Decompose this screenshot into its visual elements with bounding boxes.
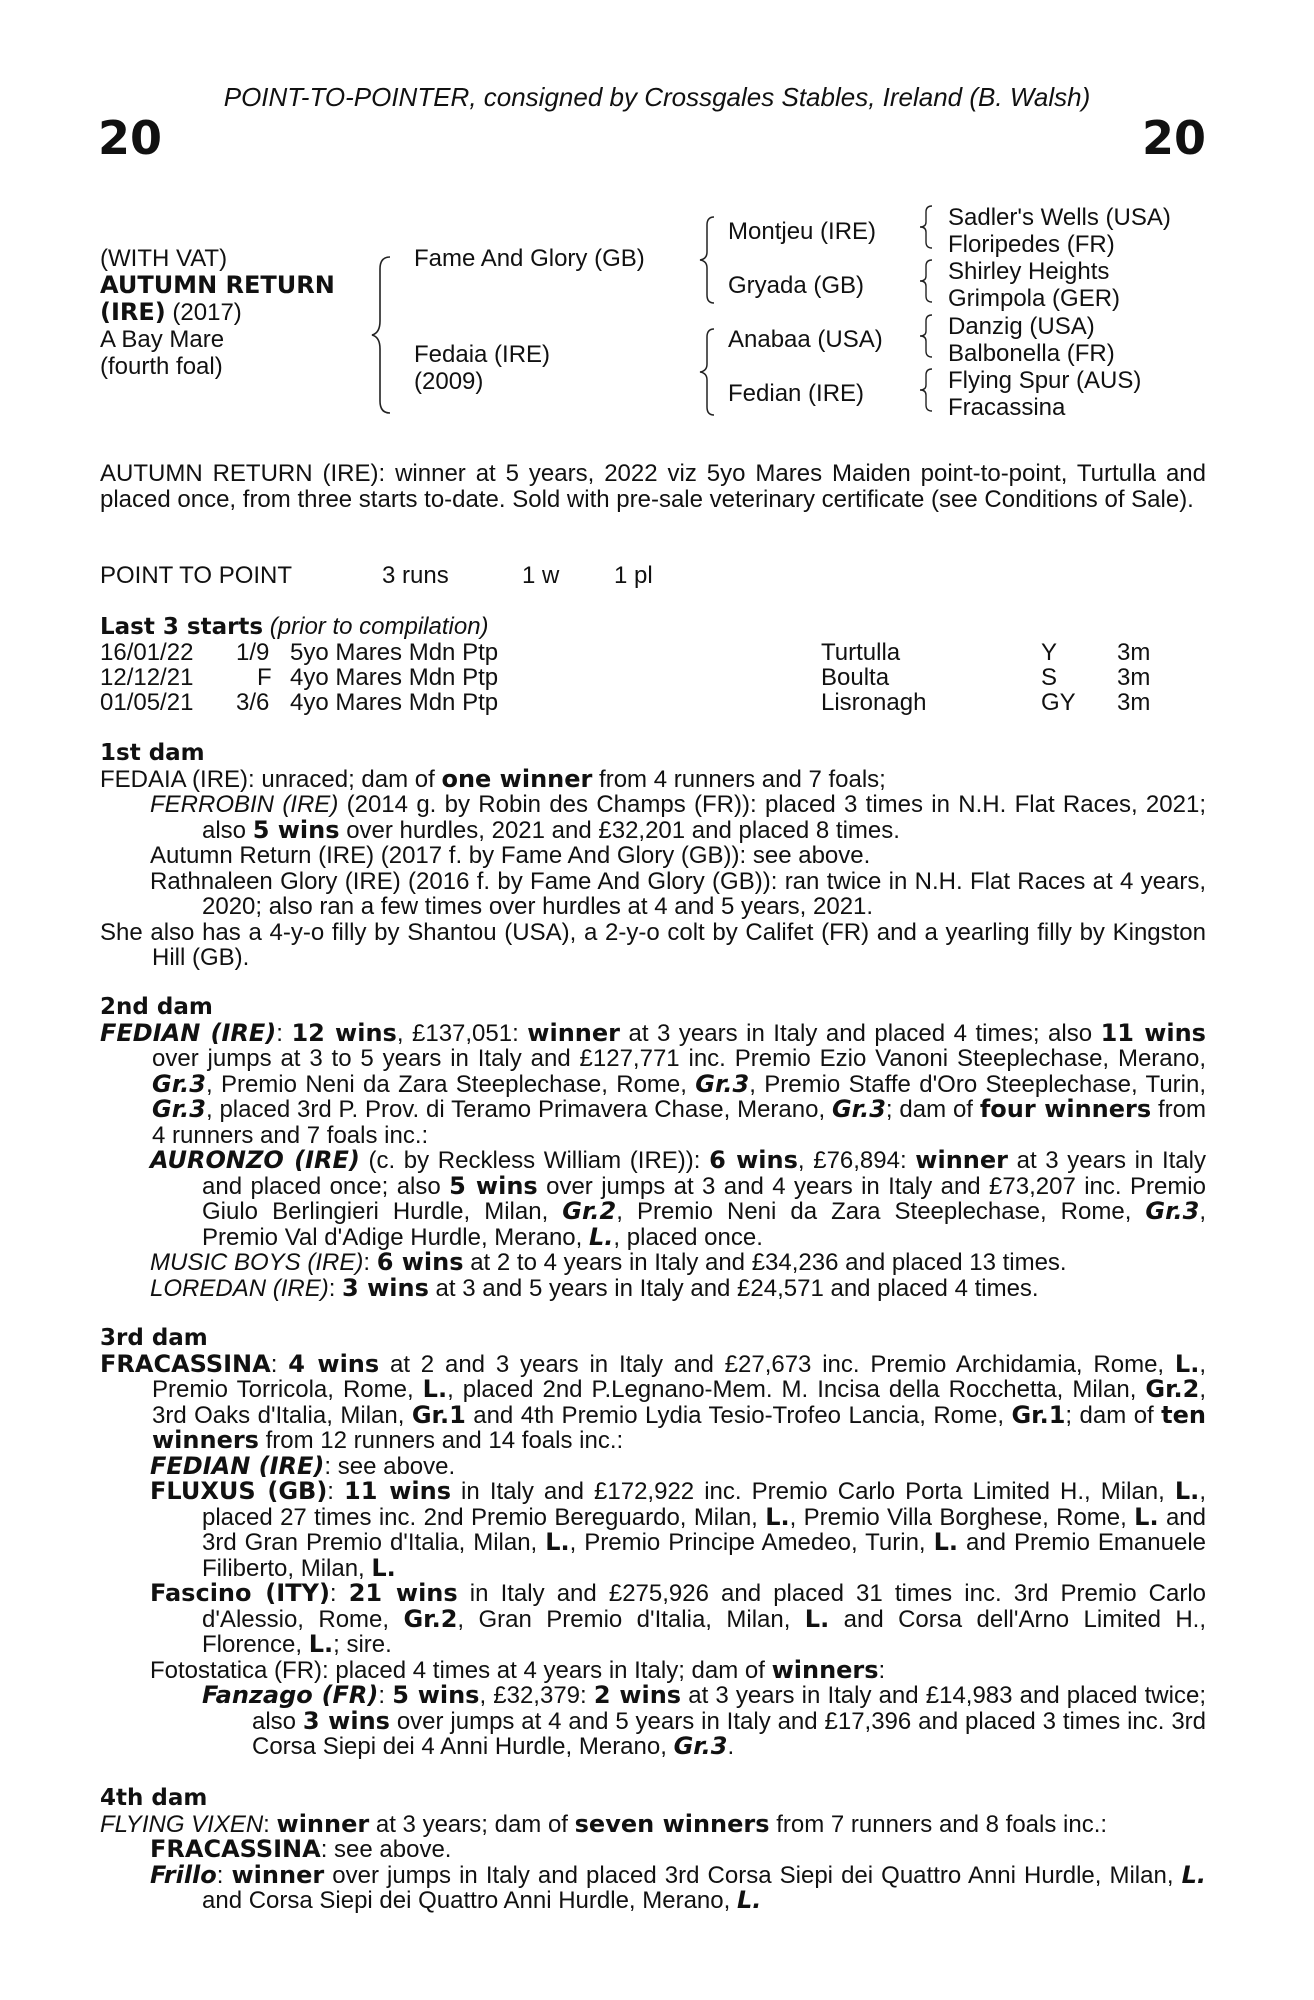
horse-info	[100, 245, 335, 380]
start-going: S	[1041, 664, 1058, 691]
pedigree-gen3-4: Grimpola (GER)	[948, 285, 1121, 312]
pedigree-brace-6	[918, 313, 936, 359]
third-dam-section	[100, 1326, 1206, 1760]
record-placed: 1 pl	[614, 562, 653, 589]
pedigree-brace-3	[698, 327, 718, 417]
horse-desc: A Bay Mare	[100, 326, 225, 353]
start-date: 12/12/21	[100, 664, 194, 691]
second-dam-progeny-2: MUSIC BOYS (IRE): 6 wins at 2 to 4 years in Italy and £34,236 and placed 13 times.	[150, 1248, 1067, 1276]
start-going: GY	[1041, 689, 1076, 716]
pedigree-dam: Fedaia (IRE)	[414, 341, 551, 368]
start-distance: 3m	[1117, 664, 1151, 691]
second-dam-record: FEDIAN (IRE): 12 wins, £137,051: winner at 3 years in Italy and placed 4 times; also 11 wins over jumps at 3 to 5 years in Italy and £127,771 inc. Premio Ezio Vanoni Steeplechase, Merano, Gr.3, Premio Neni da Zara Steeplechase, Rome, Gr.3, Premio Staffe d'Oro Steeplechase, Turin, Gr.3, placed 3rd P. Prov. di Teramo Primavera Chase, Merano, Gr.3; dam of four winners from 4 runners and 7 foals inc.:	[100, 1018, 1207, 1149]
horse-foal: (fourth foal)	[100, 353, 223, 380]
first-dam-progeny-1: FERROBIN (IRE) (2014 g. by Robin des Champs (FR)): placed 3 times in N.H. Flat Races, 2021; also 5 wins over hurdles, 2021 and £32,201 and placed 8 times.	[150, 791, 1206, 844]
start-race: 5yo Mares Mdn Ptp	[290, 639, 499, 666]
fourth-dam-heading: 4th dam	[100, 1785, 208, 1811]
start-race: 4yo Mares Mdn Ptp	[290, 689, 499, 716]
pedigree-brace-7	[918, 367, 936, 413]
horse-country: (IRE)	[100, 298, 166, 326]
third-dam-progeny-4: Fotostatica (FR): placed 4 times at 4 years in Italy; dam of winners:	[150, 1655, 886, 1684]
page-header-title: POINT-TO-POINTER, consigned by Crossgales Stables, Ireland (B. Walsh)	[223, 82, 1091, 112]
horse-summary: AUTUMN RETURN (IRE): winner at 5 years, 2022 viz 5yo Mares Maiden point-to-point, Turtulla and placed once, from three starts to-date. Sold with pre-sale veterinary certificate (see Conditions of Sale).	[100, 460, 1206, 513]
fourth-dam-record: FLYING VIXEN: winner at 3 years; dam of seven winners from 7 runners and 8 foals inc.:	[100, 1809, 1108, 1838]
horse-name: AUTUMN RETURN	[100, 271, 335, 299]
first-dam-note: She also has a 4-y-o filly by Shantou (USA), a 2-y-o colt by Califet (FR) and a yearling filly by Kingston Hill (GB).	[100, 918, 1206, 971]
pedigree-dam-year: (2009)	[414, 368, 484, 395]
lot-number-right: 20	[1141, 111, 1206, 165]
start-course: Lisronagh	[821, 689, 927, 716]
start-course: Turtulla	[821, 639, 901, 666]
starts-heading: Last 3 starts (prior to compilation)	[100, 613, 489, 640]
third-dam-grandprogeny: Fanzago (FR): 5 wins, £32,379: 2 wins at 3 years in Italy and £14,983 and placed twice; also 3 wins over jumps at 4 and 5 years in Italy and £17,396 and placed 3 times inc. 3rd Corsa Siepi dei 4 Anni Hurdle, Merano, Gr.3.	[202, 1681, 1207, 1760]
fourth-dam-section	[100, 1786, 1206, 1914]
second-dam-heading: 2nd dam	[100, 994, 213, 1020]
start-course: Boulta	[821, 664, 890, 691]
second-dam-section	[100, 995, 1206, 1301]
fourth-dam-progeny-2: Frillo: winner over jumps in Italy and placed 3rd Corsa Siepi dei Quattro Anni Hurdle, Milan, L. and Corsa Siepi dei Quattro Anni Hurdle, Merano, L.	[150, 1860, 1206, 1914]
pedigree-brace-1	[370, 255, 394, 415]
third-dam-progeny-2: FLUXUS (GB): 11 wins in Italy and £172,922 inc. Premio Carlo Porta Limited H., Milan, L., placed 27 times inc. 2nd Premio Bereguardo, Milan, L., Premio Villa Borghese, Rome, L. and 3rd Gran Premio d'Italia, Milan, L., Premio Principe Amedeo, Turin, L. and Premio Emanuele Filiberto, Milan, L.	[150, 1477, 1207, 1582]
start-position: 3/6	[236, 689, 270, 716]
start-date: 01/05/21	[100, 689, 194, 716]
start-position: F	[257, 664, 272, 691]
pedigree-gen3-5: Danzig (USA)	[948, 313, 1095, 340]
pedigree-gen3-7: Flying Spur (AUS)	[948, 367, 1142, 394]
vat-label: (WITH VAT)	[100, 245, 228, 272]
pedigree-brace-4	[918, 204, 936, 250]
pedigree-brace-5	[918, 258, 936, 304]
first-dam-section	[100, 741, 1206, 971]
pedigree-gen3-1: Sadler's Wells (USA)	[948, 204, 1171, 231]
start-position: 1/9	[236, 639, 270, 666]
start-date: 16/01/22	[100, 639, 194, 666]
second-dam-progeny-1: AURONZO (IRE) (c. by Reckless William (IRE)): 6 wins, £76,894: winner at 3 years in Italy and placed once; also 5 wins over jumps at 3 and 4 years in Italy and £73,207 inc. Premio Giulo Berlingieri Hurdle, Milan, Gr.2, Premio Neni da Zara Steeplechase, Rome, Gr.3, Premio Val d'Adige Hurdle, Merano, L., placed once.	[150, 1146, 1207, 1251]
start-going: Y	[1041, 639, 1058, 666]
pedigree-sire: Fame And Glory (GB)	[414, 245, 645, 272]
start-distance: 3m	[1117, 639, 1151, 666]
third-dam-heading: 3rd dam	[100, 1325, 208, 1351]
record-wins: 1 w	[522, 562, 560, 589]
pedigree-gen3-2: Floripedes (FR)	[948, 231, 1115, 258]
pedigree-sire-dam: Gryada (GB)	[728, 272, 865, 299]
horse-origin	[100, 299, 335, 326]
third-dam-record: FRACASSINA: 4 wins at 2 and 3 years in Italy and £27,673 inc. Premio Archidamia, Rome, L., Premio Torricola, Rome, L., placed 2nd P.Legnano-Mem. M. Incisa della Rocchetta, Milan, Gr.2, 3rd Oaks d'Italia, Milan, Gr.1 and 4th Premio Lydia Tesio-Trofeo Lancia, Rome, Gr.1; dam of ten winners from 12 runners and 14 foals inc.:	[100, 1349, 1207, 1454]
first-dam-progeny-2: Autumn Return (IRE) (2017 f. by Fame And Glory (GB)): see above.	[150, 842, 871, 869]
first-dam-heading: 1st dam	[100, 740, 205, 766]
first-dam-intro: FEDAIA (IRE): unraced; dam of one winner from 4 runners and 7 foals;	[100, 764, 886, 793]
fourth-dam-progeny-1: FRACASSINA: see above.	[150, 1835, 452, 1863]
lot-number-left: 20	[98, 111, 163, 165]
third-dam-progeny-3: Fascino (ITY): 21 wins in Italy and £275,926 and placed 31 times inc. 3rd Premio Carlo d'Alessio, Rome, Gr.2, Gran Premio d'Italia, Milan, L. and Corsa dell'Arno Limited H., Florence, L.; sire.	[150, 1579, 1207, 1658]
start-race: 4yo Mares Mdn Ptp	[290, 664, 499, 691]
second-dam-progeny-3: LOREDAN (IRE): 3 wins at 3 and 5 years in Italy and £24,571 and placed 4 times.	[150, 1273, 1039, 1302]
pedigree-sire-sire: Montjeu (IRE)	[728, 218, 877, 245]
pedigree-brace-2	[698, 215, 718, 305]
horse-year: (2017)	[165, 299, 242, 326]
pedigree-gen3-6: Balbonella (FR)	[948, 340, 1115, 367]
start-distance: 3m	[1117, 689, 1151, 716]
pedigree-gen3-3: Shirley Heights	[948, 258, 1110, 285]
first-dam-progeny-3: Rathnaleen Glory (IRE) (2016 f. by Fame And Glory (GB)): ran twice in N.H. Flat Races at 4 years, 2020; also ran a few times over hurdles at 4 and 5 years, 2021.	[150, 867, 1206, 920]
record-runs: 3 runs	[382, 562, 449, 589]
third-dam-progeny-1: FEDIAN (IRE): see above.	[150, 1451, 456, 1480]
record-label: POINT TO POINT	[100, 562, 293, 589]
pedigree-dam-dam: Fedian (IRE)	[728, 380, 865, 407]
pedigree-dam-sire: Anabaa (USA)	[728, 326, 883, 353]
pedigree-gen3-8: Fracassina	[948, 394, 1066, 421]
starts-heading-note: (prior to compilation)	[269, 613, 489, 640]
